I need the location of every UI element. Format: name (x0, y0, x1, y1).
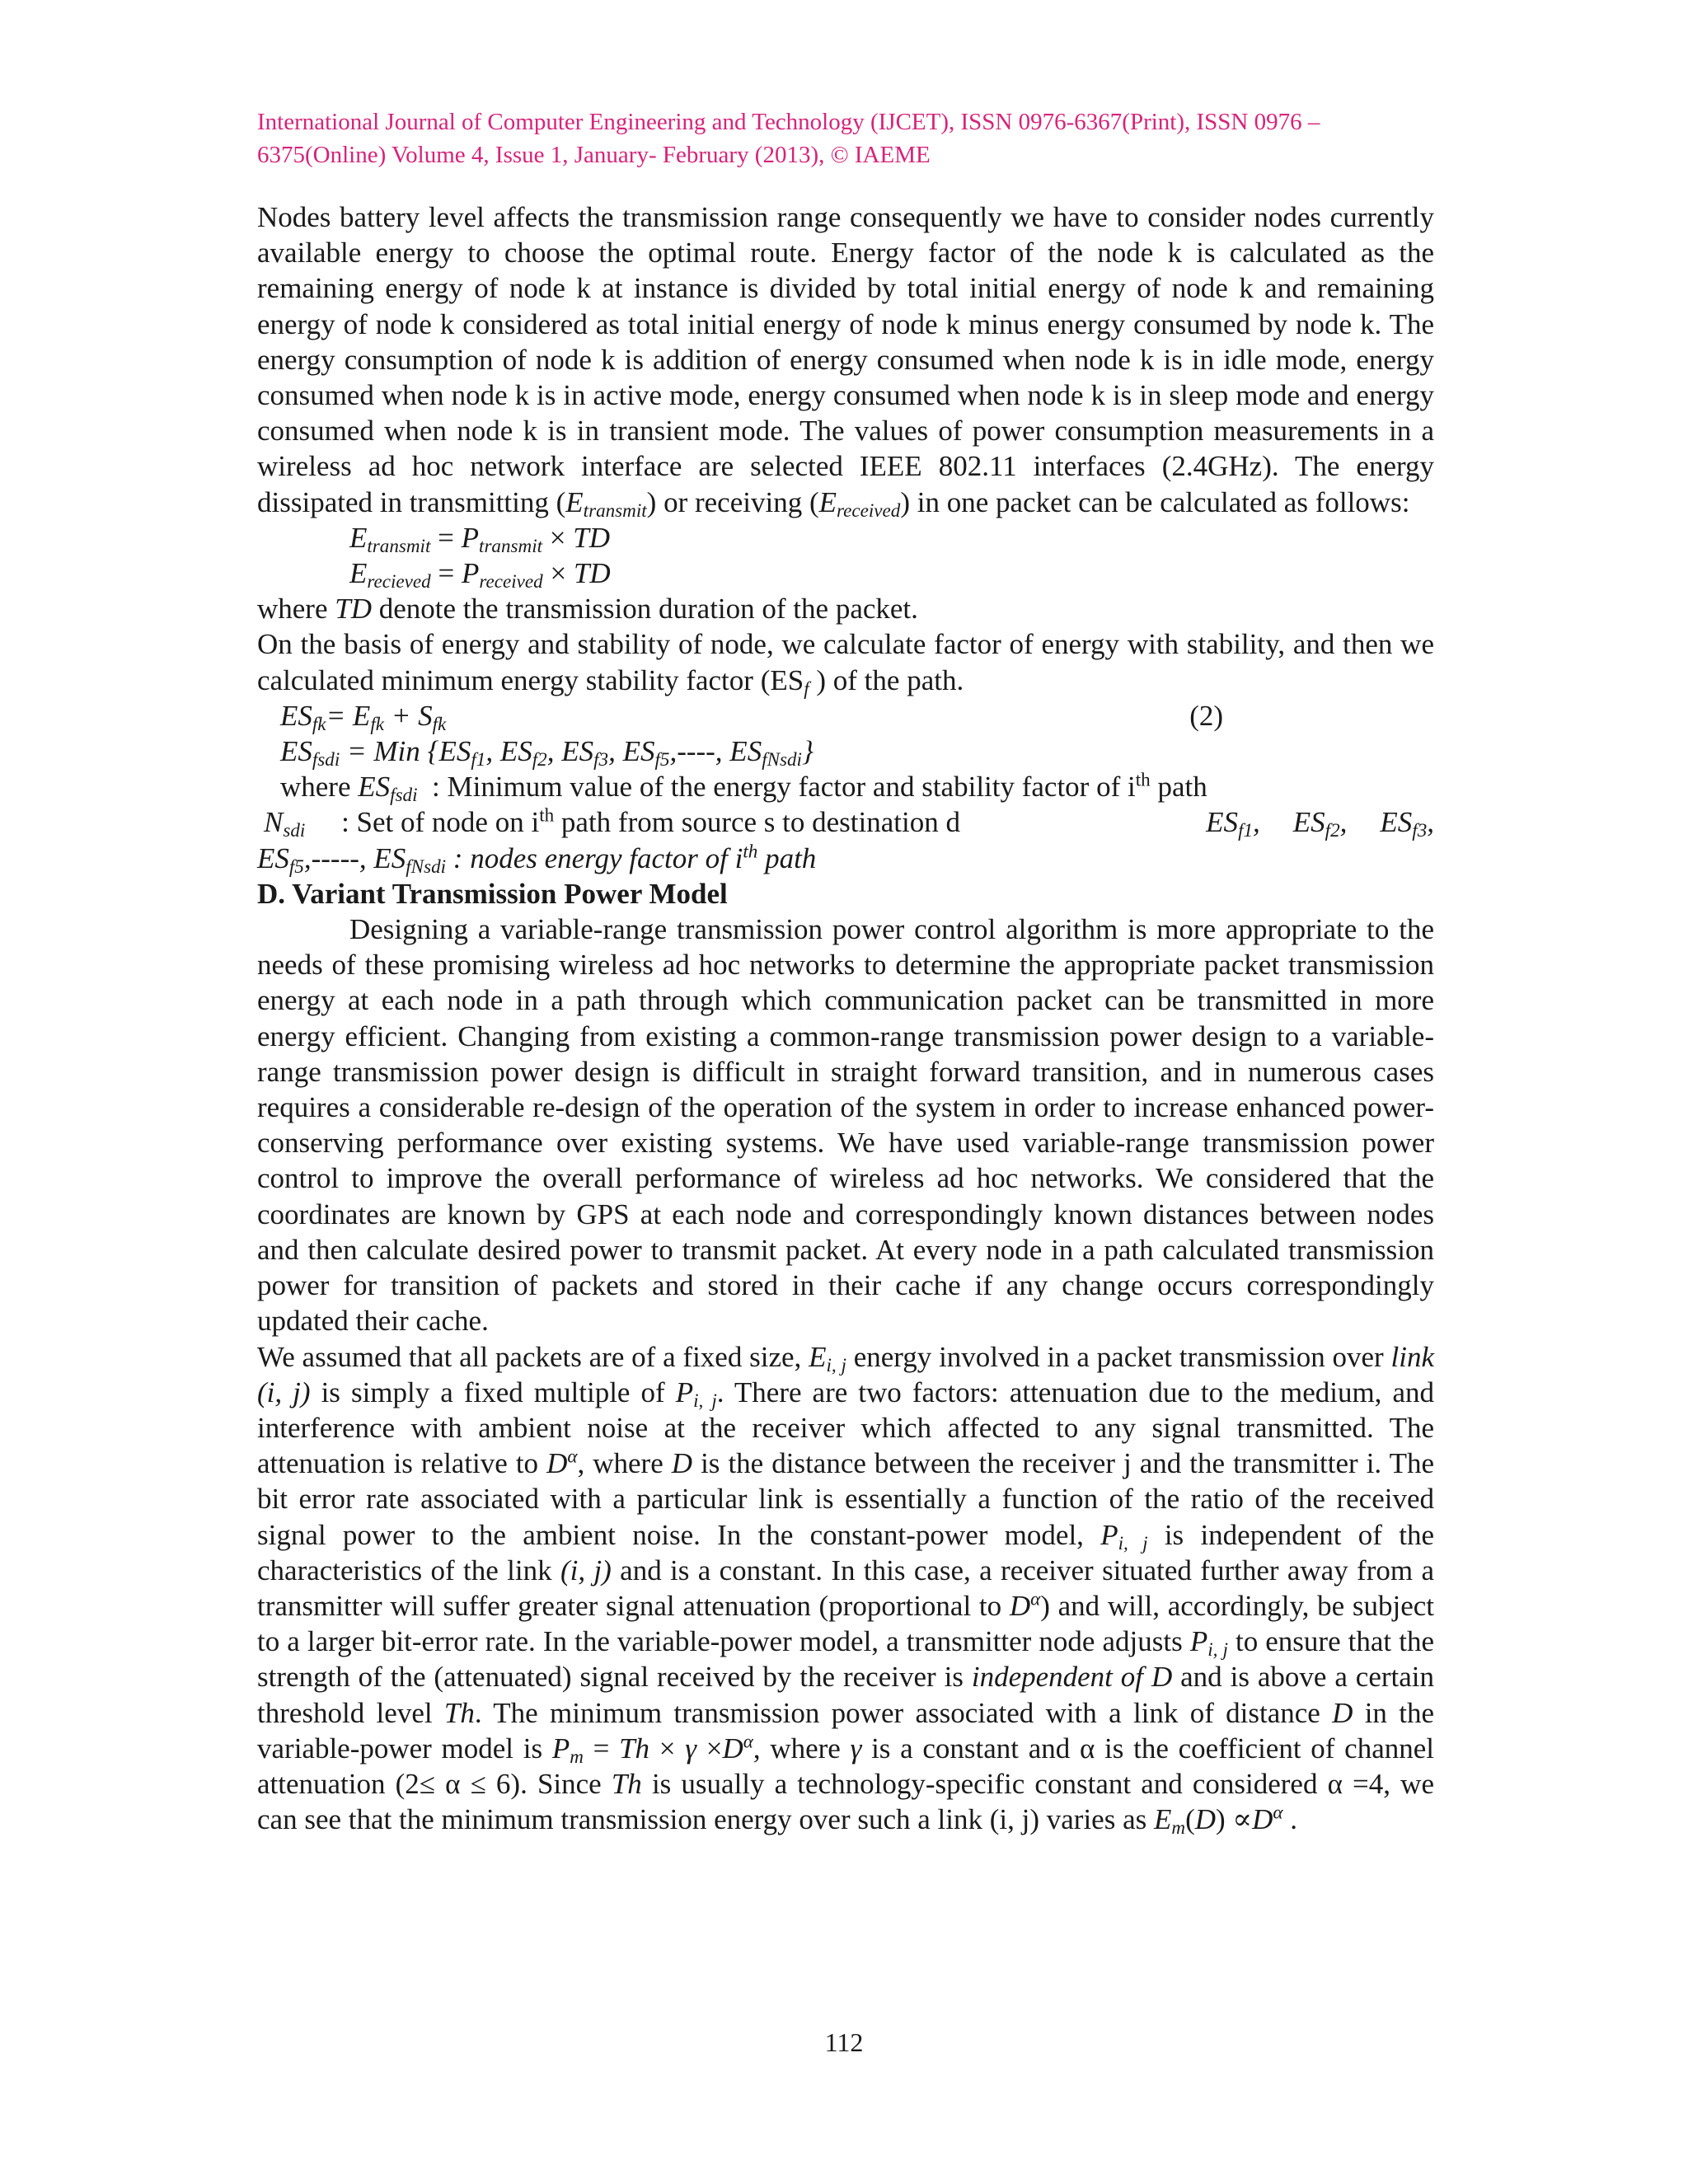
equation-number: (2) (1189, 699, 1223, 732)
article-body (257, 199, 1434, 1837)
definition-nsdi: $N_{sdi}$ : Set of node on $i^{th}$ path from source s to destination d $ES_{f1}$, $ES_{f2}$, $ES_{f3}$, (264, 804, 1434, 841)
basis-paragraph: On the basis of energy and stability of node, we calculate factor of energy with stability, and then we calculated minimum energy stability factor ($ES_f$ ) of the path. (257, 628, 1434, 699)
journal-header-line-1: International Journal of Computer Engineering and Technology (IJCET), ISSN 0976-6367(Print), ISSN 0976 – (257, 109, 1320, 135)
equation-transmit-energy: $E_{transmit} = P_{transmit}$ × TD (349, 521, 611, 556)
equation-received-energy: $E_{recieved} = P_{received}$ × TD (349, 557, 611, 592)
page-number: 112 (824, 2027, 864, 2057)
intro-paragraph: Nodes battery level affects the transmission range consequently we have to consider nodes currently available energy to choose the optimal route. Energy factor of the node k is calculated as the remaining energy of node k at instance is divided by total initial energy of node k and remaining energy of node k considered as total initial energy of node k minus energy consumed by node k. The energy consumption of node k is addition of energy consumed when node k is in idle mode, energy consumed when node k is in active mode, energy consumed when node k is in sleep mode and energy consumed when node k is in transient mode. The values of power consumption measurements in a wireless ad hoc network interface are selected IEEE 802.11 interfaces (2.4GHz). The energy dissipated in transmitting $(E_{transmit})$ or receiving $(E_{received})$ in one packet can be calculated as follows: (257, 201, 1434, 521)
section-heading: D. Variant Transmission Power Model (257, 877, 728, 910)
definition-node-energy-factor: $ES_{f5},-----$, $ES_{fNsdi}$ : nodes energy factor of $i^{th}$ path (257, 839, 817, 877)
equation-es-fk: $ES_{fk}= E_{fk} + S_{fk}$ (2) (280, 699, 1223, 734)
journal-header-line-2: 6375(Online) Volume 4, Issue 1, January- February (2013), © IAEME (257, 142, 931, 168)
section-paragraph-1: Designing a variable-range transmission power control algorithm is more appropriate to the needs of these promising wireless ad hoc networks to determine the appropriate packet transmission energy at each node in a path through which communication packet can be transmitted in more energy efficient. Changing from existing a common-range transmission power design to a variable-range transmission power design is difficult in straight forward transition, and in numerous cases requires a considerable re-design of the operation of the system in order to increase enhanced power-conserving performance over existing systems. We have used variable-range transmission power control to improve the overall performance of wireless ad hoc networks. We considered that the coordinates are known by GPS at each node and correspondingly known distances between nodes and then calculate desired power to transmit packet. At every node in a path calculated transmission power for transition of packets and stored in their cache if any change occurs correspondingly updated their cache. (257, 913, 1434, 1338)
journal-header (257, 105, 1436, 171)
where-td-line: where TD denote the transmission duration of the packet. (257, 593, 918, 626)
definition-es-fsdi: where $ES_{fsdi}$ : Minimum value of the energy factor and stability factor of $i^{th}$ path (280, 768, 1207, 806)
section-paragraph-2: We assumed that all packets are of a fixed size, $E_{i, j}$ energy involved in a packet transmission over link (i, j) is simply a fixed multiple of $P_{i, j}$. There are two factors: attenuation due to the medium, and interference with ambient noise at the receiver which affected to any signal transmitted. The attenuation is relative to $D^\alpha$, where D is the distance between the receiver j and the transmitter i. The bit error rate associated with a particular link is essentially a function of the ratio of the received signal power to the ambient noise. In the constant-power model, $P_{i, j}$ is independent of the characteristics of the link (i, j) and is a constant. In this case, a receiver situated further away from a transmitter will suffer greater signal attenuation (proportional to $D^\alpha$) and will, accordingly, be subject to a larger bit-error rate. In the variable-power model, a transmitter node adjusts $P_{i, j}$ to ensure that the strength of the (attenuated) signal received by the receiver is independent of D and is above a certain threshold level Th. The minimum transmission power associated with a link of distance D in the variable-power model is $P_m = Th \times \gamma \times D^\alpha$, where γ is a constant and α is the coefficient of channel attenuation (2≤ α ≤ 6). Since Th is usually a technology-specific constant and considered α =4, we can see that the minimum transmission energy over such a link (i, j) varies as $E_m(D) \propto D^\alpha$ . (257, 1340, 1434, 1838)
equation-es-fsdi-min: $ES_{fsdi}$ = Min {$ES_{f1}$, $ES_{f2}$, $ES_{f3}$, $ES_{f5},----$, $ES_{fNsdi}$} (280, 735, 814, 770)
